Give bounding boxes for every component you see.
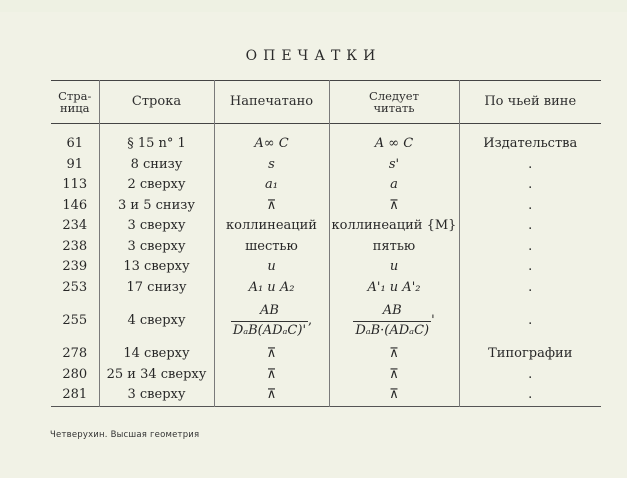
table-row: [51, 386, 601, 407]
table-row: [51, 217, 601, 238]
cell-fault: .: [459, 258, 601, 279]
cell-page: 146: [62, 197, 88, 213]
cell-line: 25 и 34 сверху: [99, 365, 214, 386]
table-row: [51, 176, 601, 197]
cell-fault: .: [459, 386, 601, 407]
cell-fault: .: [459, 196, 601, 217]
header-page-text: Стра- ница: [58, 88, 92, 115]
should-read-fraction-denominator: DₐB·(ADₐC): [355, 323, 430, 338]
cell-fault: .: [459, 217, 601, 238]
table-row: [51, 155, 601, 176]
should-read-fraction: [353, 304, 431, 339]
cell-printed: ⊼: [214, 365, 329, 386]
header-line: [99, 81, 214, 124]
cell-should-read: коллинеаций {M}: [329, 217, 459, 238]
cell-printed: s: [214, 155, 329, 176]
cell-line: 13 сверху: [99, 258, 214, 279]
footer-caption: Четверухин. Высшая геометрия: [50, 430, 200, 440]
cell-should-read: ⊼: [329, 196, 459, 217]
table-spacer-row: [51, 124, 601, 135]
cell-should-read: ⊼: [329, 345, 459, 366]
cell-printed: ⊼: [214, 386, 329, 407]
errata-table: [51, 80, 601, 407]
cell-fault: .: [459, 155, 601, 176]
cell-printed: u: [214, 258, 329, 279]
table-row: [51, 196, 601, 217]
printed-fraction-denominator: DₐB(ADₐC)': [232, 323, 307, 338]
cell-page: 255: [62, 313, 88, 329]
cell-should-read: A'₁ и A'₂: [329, 278, 459, 299]
cell-printed: A₁ и A₂: [214, 278, 329, 299]
header-fault: [459, 81, 601, 124]
cell-page: 91: [66, 156, 84, 172]
cell-fault: .: [459, 176, 601, 197]
cell-fault: .: [459, 278, 601, 299]
cell-printed: коллинеаций: [214, 217, 329, 238]
cell-line: 8 снизу: [99, 155, 214, 176]
cell-page: 280: [62, 366, 88, 382]
table-row: [51, 299, 601, 345]
cell-page: 253: [62, 279, 88, 295]
cell-should-read: ⊼: [329, 365, 459, 386]
cell-printed: A∞ C: [214, 135, 329, 156]
header-page: [51, 81, 99, 124]
header-fault-text: По чьей вине: [484, 93, 577, 109]
cell-line: 3 и 5 снизу: [99, 196, 214, 217]
table-row: [51, 135, 601, 156]
cell-page: 278: [62, 346, 88, 362]
cell-page: 238: [62, 238, 88, 254]
cell-fault: .: [459, 237, 601, 258]
cell-line: 4 сверху: [99, 299, 214, 345]
table-header-row: [51, 81, 601, 124]
cell-printed: ⊼: [214, 345, 329, 366]
cell-line: 3 сверху: [99, 217, 214, 238]
cell-fault: Типографии: [459, 345, 601, 366]
printed-fraction: [231, 304, 308, 339]
cell-should-read: A ∞ C: [329, 135, 459, 156]
table-row: [51, 365, 601, 386]
cell-should-read: u: [329, 258, 459, 279]
cell-should-read: [329, 299, 459, 345]
cell-line: 2 сверху: [99, 176, 214, 197]
cell-printed: ⊼: [214, 196, 329, 217]
printed-fraction-numerator: AB: [231, 304, 308, 322]
cell-printed: a₁: [214, 176, 329, 197]
cell-fault: Издательства: [459, 135, 601, 156]
cell-line: 3 сверху: [99, 237, 214, 258]
cell-page: 281: [62, 387, 88, 403]
cell-line: § 15 n° 1: [99, 135, 214, 156]
cell-fault: .: [459, 299, 601, 345]
printed-fraction-tail: ,: [308, 313, 313, 329]
page-title: ОПЕЧАТКИ: [245, 48, 382, 64]
table-row: [51, 345, 601, 366]
cell-page: 61: [66, 136, 84, 152]
table-row: [51, 278, 601, 299]
cell-page: 113: [62, 177, 88, 193]
table-row: [51, 258, 601, 279]
cell-should-read: ⊼: [329, 386, 459, 407]
should-read-fraction-numerator: AB: [353, 304, 431, 322]
cell-line: 17 снизу: [99, 278, 214, 299]
cell-should-read: a: [329, 176, 459, 197]
should-read-fraction-tail: ': [431, 313, 435, 329]
cell-should-read: пятью: [329, 237, 459, 258]
cell-printed: [214, 299, 329, 345]
header-should-read: [329, 81, 459, 124]
cell-page: 234: [62, 218, 88, 234]
cell-printed: шестью: [214, 237, 329, 258]
cell-line: 3 сверху: [99, 386, 214, 407]
cell-line: 14 сверху: [99, 345, 214, 366]
header-line-text: Строка: [131, 93, 182, 109]
cell-should-read: s': [329, 155, 459, 176]
header-printed: [214, 81, 329, 124]
cell-fault: .: [459, 365, 601, 386]
header-printed-text: Напечатано: [229, 93, 314, 109]
header-should-read-text: Следует читать: [369, 88, 419, 115]
table-row: [51, 237, 601, 258]
cell-page: 239: [62, 259, 88, 275]
